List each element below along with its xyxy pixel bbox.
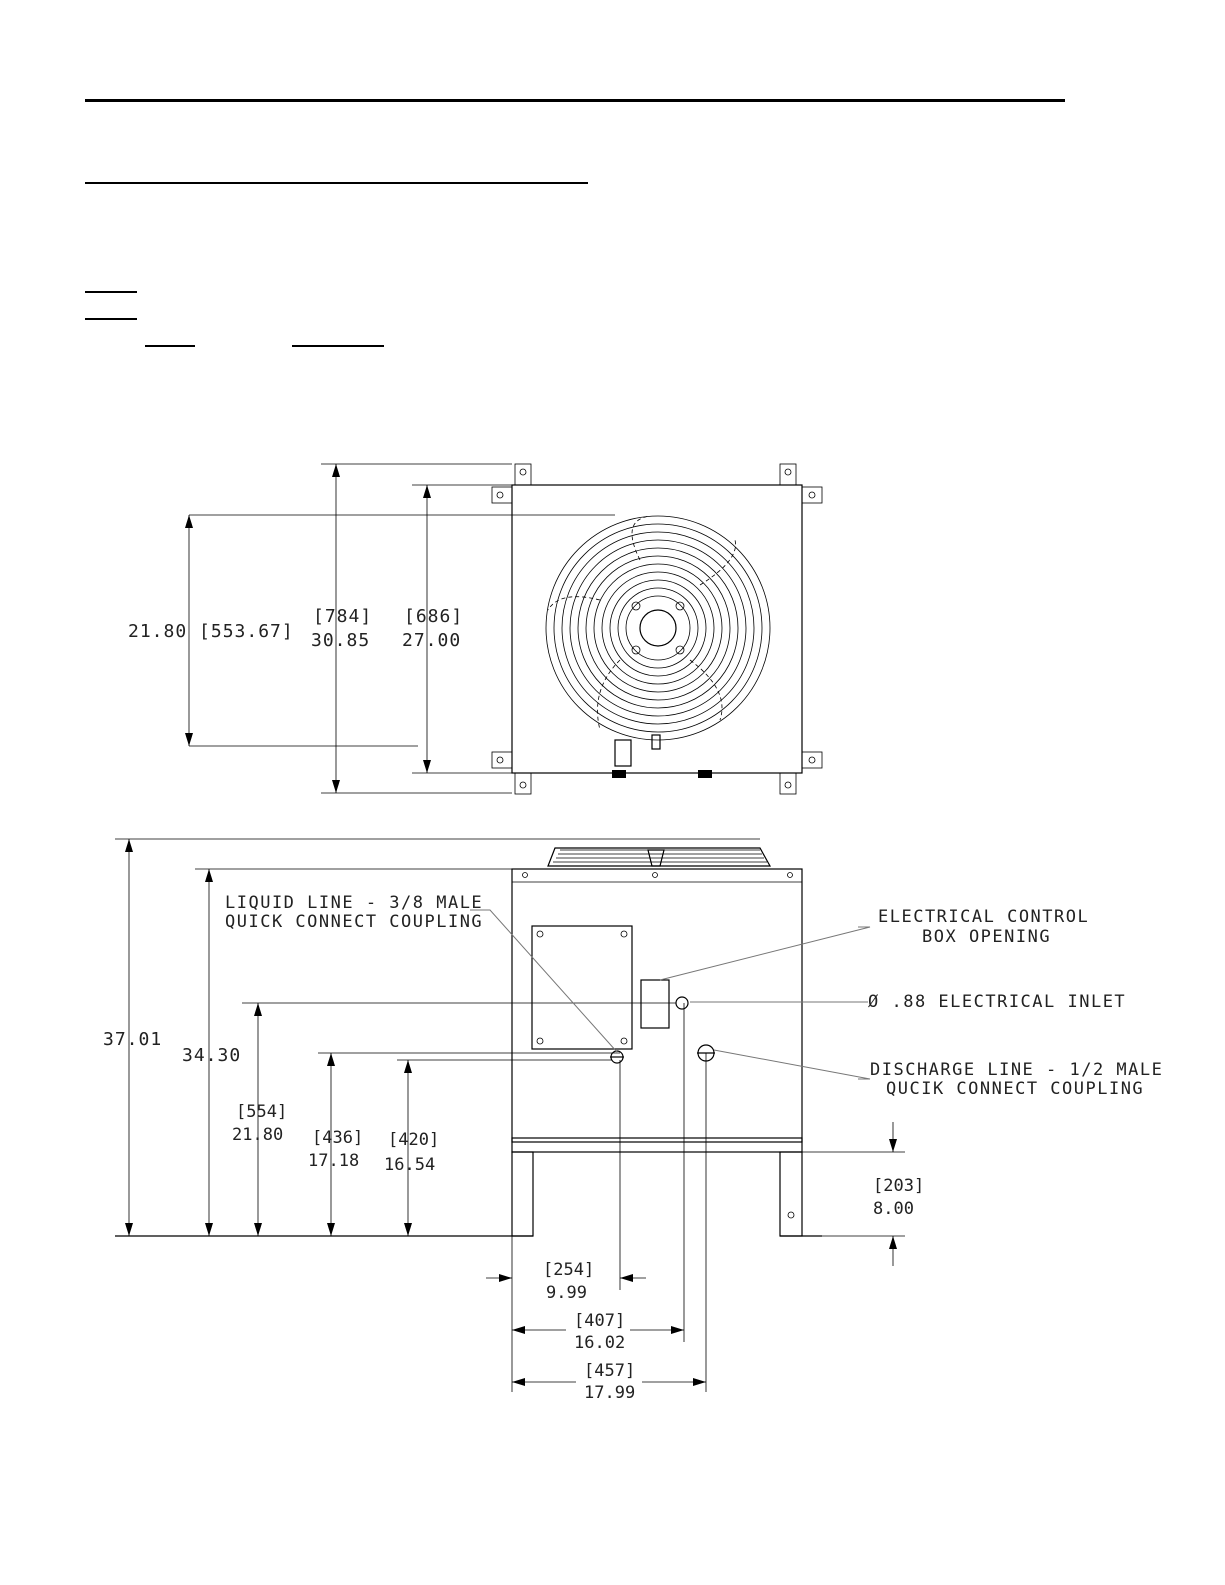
side-discharge-x-mm: [457] <box>584 1361 636 1381</box>
side-fan-top <box>548 848 770 866</box>
front-label-plate <box>615 740 631 766</box>
front-overall-in: 30.85 <box>311 630 371 651</box>
front-fan-height-dim: 21.80 [553.67] <box>128 621 294 642</box>
side-liquid-in: 17.18 <box>308 1151 360 1171</box>
front-fitting <box>652 735 660 749</box>
side-inlet-x-in: 16.02 <box>574 1333 626 1353</box>
liquid-line-label-1: LIQUID LINE - 3/8 MALE <box>225 893 484 913</box>
side-base <box>512 1138 802 1152</box>
mounting-brackets <box>492 464 822 794</box>
front-overall-mm: [784] <box>313 606 373 627</box>
side-view <box>103 839 1163 1403</box>
control-box-label-1: ELECTRICAL CONTROL <box>878 907 1090 927</box>
side-liquid-x-in: 9.99 <box>546 1283 587 1303</box>
side-leg-left <box>512 1152 533 1236</box>
side-cabinet <box>512 869 802 1142</box>
side-cabinet-top: 34.30 <box>182 1045 242 1066</box>
side-leg-mm: [203] <box>873 1176 925 1196</box>
front-valve-right <box>698 770 712 778</box>
side-discharge-x-in: 17.99 <box>584 1383 636 1403</box>
side-liquid-mm: [436] <box>312 1128 364 1148</box>
side-inlet-x-mm: [407] <box>574 1311 626 1331</box>
side-discharge-in: 16.54 <box>384 1155 436 1175</box>
front-view <box>128 464 822 794</box>
control-box-label-2: BOX OPENING <box>922 927 1052 947</box>
side-access-panel <box>532 926 632 1049</box>
discharge-line-label-1: DISCHARGE LINE - 1/2 MALE <box>870 1060 1164 1080</box>
side-inlet-in: 21.80 <box>232 1125 284 1145</box>
side-electrical-inlet <box>676 997 688 1009</box>
electrical-inlet-label: Ø .88 ELECTRICAL INLET <box>868 992 1127 1012</box>
front-cabinet-mm: [686] <box>404 606 464 627</box>
side-liquid-x-mm: [254] <box>543 1260 595 1280</box>
front-cabinet <box>512 485 802 773</box>
side-total-height: 37.01 <box>103 1029 163 1050</box>
discharge-line-label-2: QUCIK CONNECT COUPLING <box>886 1079 1145 1099</box>
front-cabinet-in: 27.00 <box>402 630 462 651</box>
front-valve-left <box>612 770 626 778</box>
side-leg-in: 8.00 <box>873 1199 914 1219</box>
side-control-box <box>641 980 669 1028</box>
side-leg-right <box>780 1152 802 1236</box>
fan-guard <box>546 516 770 740</box>
side-discharge-mm: [420] <box>388 1130 440 1150</box>
liquid-line-label-2: QUICK CONNECT COUPLING <box>225 912 484 932</box>
side-inlet-mm: [554] <box>236 1102 288 1122</box>
